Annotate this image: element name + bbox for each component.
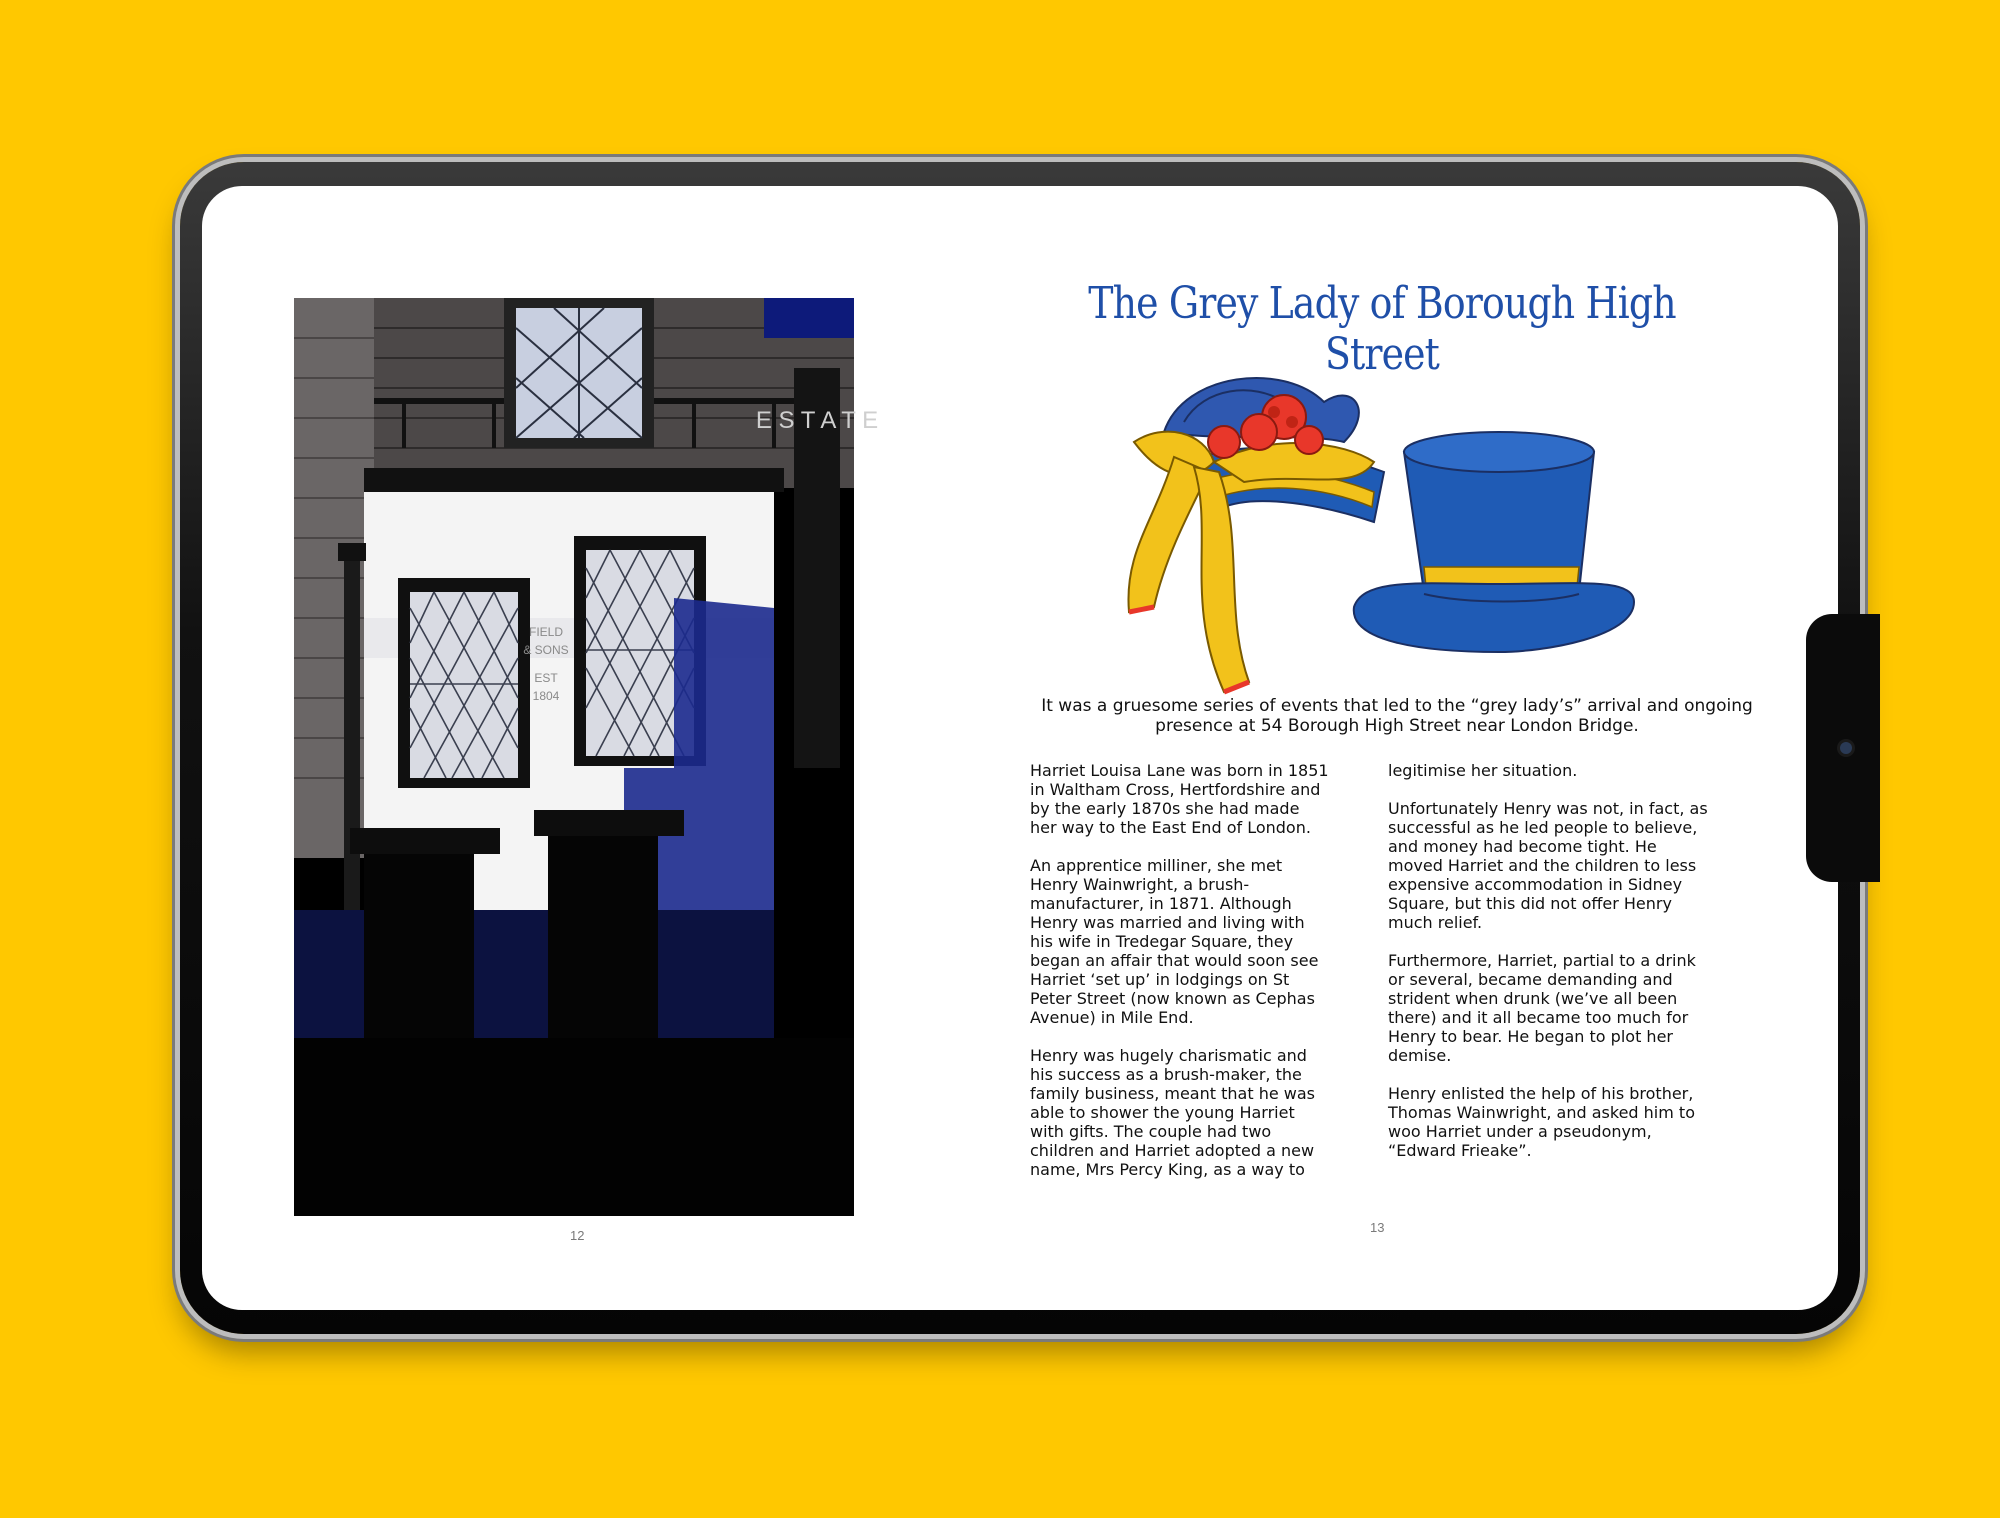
top-hat-icon — [1354, 432, 1634, 652]
article-intro: It was a gruesome series of events that led to the “grey lady’s” arrival and ongoing presence at 54 Borough High Street near London Bridge. — [1041, 696, 1753, 736]
paragraph: Henry enlisted the help of his brother, Thomas Wainwright, and asked him to woo Harriet under a pseudonym, “Edward Frieake”. — [1388, 1084, 1695, 1160]
paragraph: Unfortunately Henry was not, in fact, as successful as he led people to believe, and money had become tight. He moved Harriet and the children to less expensive accommodation in Sidney Square, but this did not offer Henry much relief. — [1388, 799, 1708, 932]
paragraph: legitimise her situation. — [1388, 761, 1578, 780]
building-photo — [294, 298, 879, 1216]
column-right — [1388, 761, 1708, 1179]
paragraph: Harriet Louisa Lane was born in 1851 in Waltham Cross, Hertfordshire and by the early 1870s she had made her way to the East End of London. — [1030, 761, 1329, 837]
camera-icon — [1840, 742, 1852, 754]
plaque-line-2: & SONS — [523, 643, 569, 657]
plaque-line-1: FIELD — [528, 625, 564, 639]
estate-sign: E S T A T E — [755, 407, 879, 434]
ebook-screen — [202, 186, 1838, 1310]
article-title: The Grey Lady of Borough High Street — [1088, 278, 1676, 380]
paragraph: Furthermore, Harriet, partial to a drink or several, became demanding and strident when drunk (we’ve all been there) and it all became too much for Henry to bear. He began to plot her demise. — [1388, 951, 1696, 1065]
column-left — [1030, 761, 1330, 1198]
paragraph: Henry was hugely charismatic and his success as a brush-maker, the family business, meant that he was able to shower the young Harriet with gifts. The couple had two children and Harriet adopted a new name, Mrs Percy King, as a way to — [1030, 1046, 1315, 1179]
paragraph: An apprentice milliner, she met Henry Wainwright, a brush-manufacturer, in 1871. Although Henry was married and living with his wife in Tredegar Square, they began an affair that would soon see Harriet ‘set up’ in lodgings on St Peter Street (now known as Cephas Avenue) in Mile End. — [1030, 856, 1319, 1027]
tablet-device — [180, 162, 1860, 1334]
plaque-line-4: 1804 — [532, 689, 560, 703]
plaque-line-3: EST — [534, 671, 558, 685]
hats-illustration — [1124, 362, 1634, 702]
page-number-right: 13 — [1370, 1220, 1385, 1235]
bonnet-icon — [1128, 378, 1384, 692]
page-number-left: 12 — [570, 1228, 585, 1243]
